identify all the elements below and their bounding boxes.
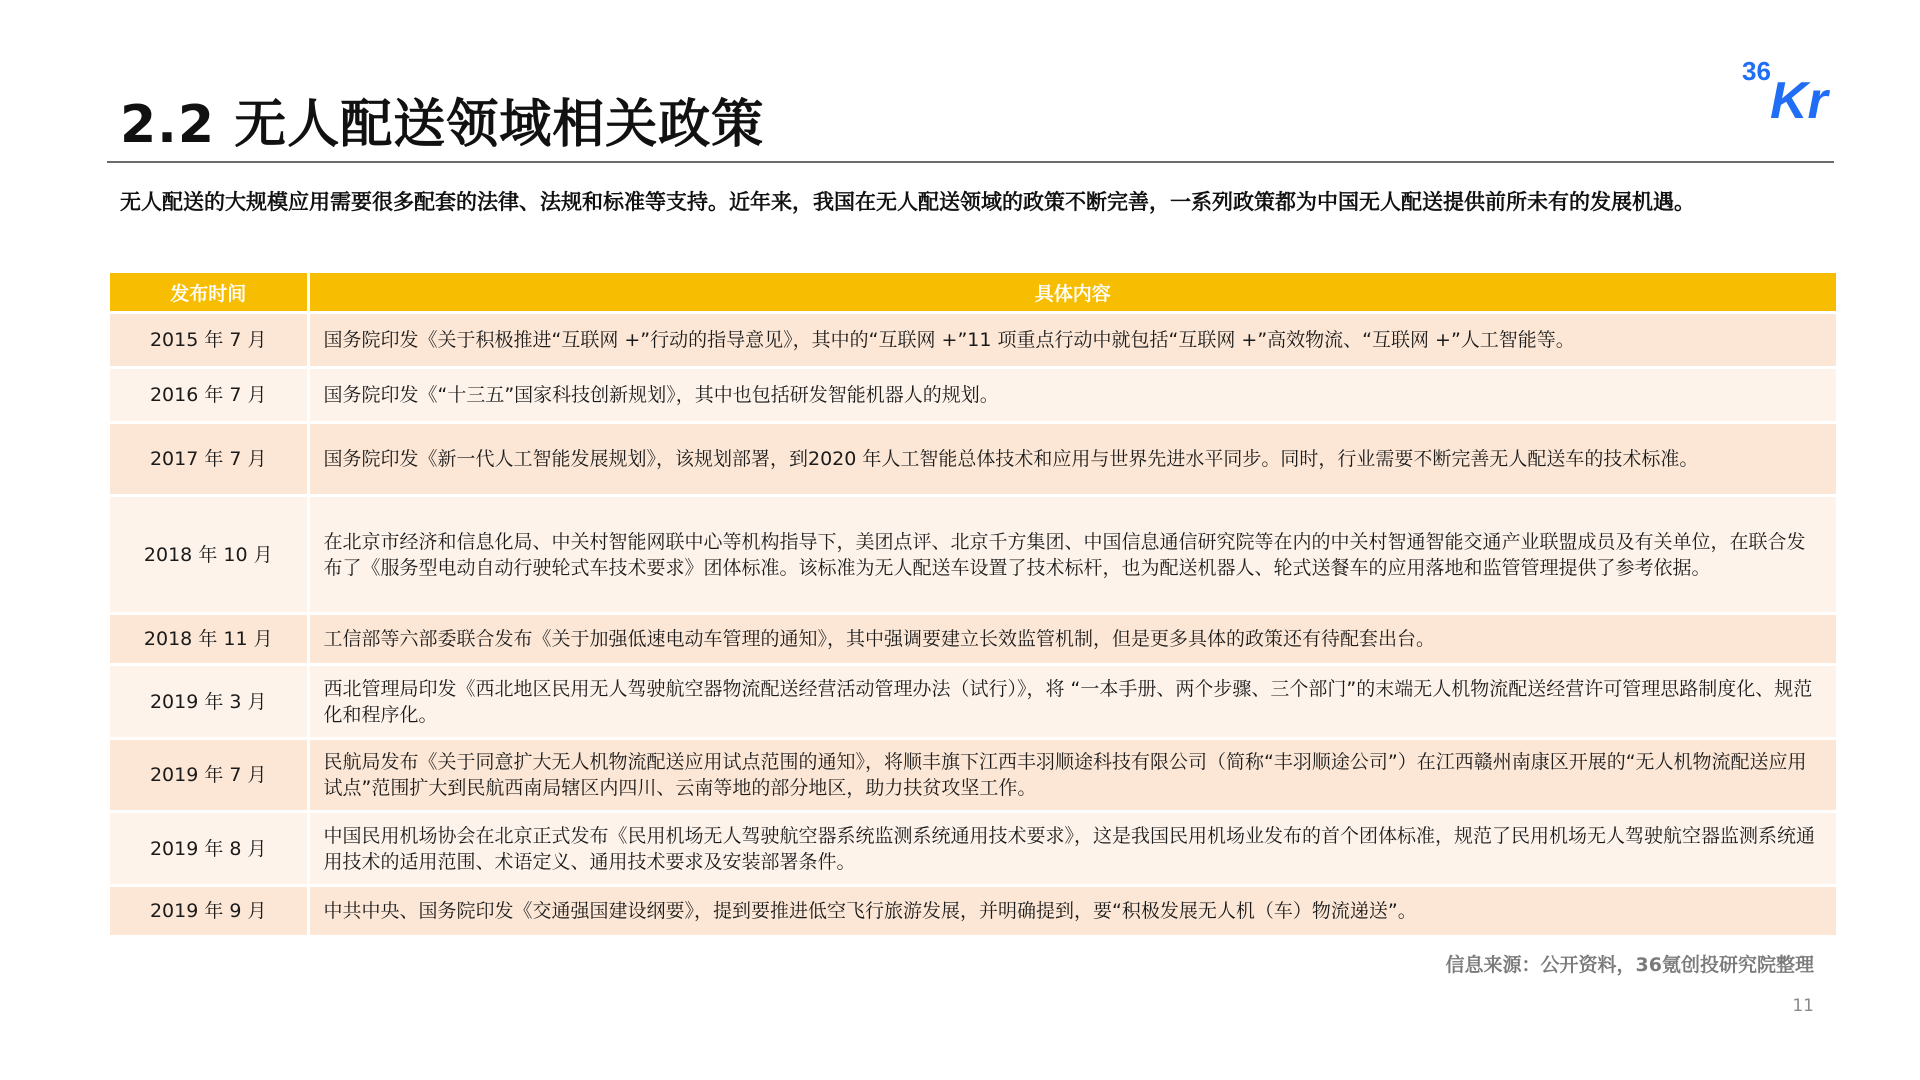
row-content: 工信部等六部委联合发布《关于加强低速电动车管理的通知》，其中强调要建立长效监管机制，但是更多具体的政策还有待配套出台。 bbox=[308, 614, 1836, 665]
row-date: 2018 年 11 月 bbox=[110, 614, 308, 665]
row-date: 2017 年 7 月 bbox=[110, 423, 308, 496]
table-header-row bbox=[110, 273, 1836, 313]
row-content: 中国民用机场协会在北京正式发布《民用机场无人驾驶航空器系统监测系统通用技术要求》，这是我国民用机场业发布的首个团体标准，规范了民用机场无人驾驶航空器监测系统通用技术的适用范围、术语定义、通用技术要求及安装部署条件。 bbox=[308, 812, 1836, 886]
table-row bbox=[110, 423, 1836, 496]
row-content: 民航局发布《关于同意扩大无人机物流配送应用试点范围的通知》，将顺丰旗下江西丰羽顺途科技有限公司（简称“丰羽顺途公司”）在江西赣州南康区开展的“无人机物流配送应用试点”范围扩大到民航西南局辖区内四川、云南等地的部分地区，助力扶贫攻坚工作。 bbox=[308, 739, 1836, 812]
row-date: 2019 年 7 月 bbox=[110, 739, 308, 812]
brand-logo bbox=[1740, 56, 1860, 126]
row-date: 2019 年 3 月 bbox=[110, 665, 308, 739]
table-row bbox=[110, 886, 1836, 937]
table-row bbox=[110, 614, 1836, 665]
row-content: 西北管理局印发《西北地区民用无人驾驶航空器物流配送经营活动管理办法（试行）》，将 “一本手册、两个步骤、三个部门”的末端无人机物流配送经营许可管理思路制度化、规范化和程序化。 bbox=[308, 665, 1836, 739]
table-row bbox=[110, 739, 1836, 812]
row-content: 中共中央、国务院印发《交通强国建设纲要》，提到要推进低空飞行旅游发展，并明确提到，要“积极发展无人机（车）物流递送”。 bbox=[308, 886, 1836, 937]
source-note: 信息来源：公开资料，36氪创投研究院整理 bbox=[1445, 954, 1814, 976]
36kr-logo-icon bbox=[1740, 56, 1860, 126]
page-number: 11 bbox=[1792, 996, 1814, 1016]
row-content: 国务院印发《“十三五”国家科技创新规划》，其中也包括研发智能机器人的规划。 bbox=[308, 368, 1836, 423]
row-date: 2019 年 9 月 bbox=[110, 886, 308, 937]
row-date: 2015 年 7 月 bbox=[110, 313, 308, 368]
column-header-content: 具体内容 bbox=[308, 273, 1836, 313]
row-date: 2019 年 8 月 bbox=[110, 812, 308, 886]
svg-text:36: 36 bbox=[1742, 56, 1771, 86]
table-row bbox=[110, 496, 1836, 614]
title-divider bbox=[107, 161, 1834, 163]
column-header-date: 发布时间 bbox=[110, 273, 308, 313]
table-row bbox=[110, 665, 1836, 739]
row-content: 国务院印发《关于积极推进“互联网 +”行动的指导意见》，其中的“互联网 +”11 项重点行动中就包括“互联网 +”高效物流、“互联网 +”人工智能等。 bbox=[308, 313, 1836, 368]
row-date: 2016 年 7 月 bbox=[110, 368, 308, 423]
table-row bbox=[110, 812, 1836, 886]
svg-text:Kr: Kr bbox=[1770, 72, 1828, 126]
row-content: 国务院印发《新一代人工智能发展规划》，该规划部署，到2020 年人工智能总体技术和应用与世界先进水平同步。同时，行业需要不断完善无人配送车的技术标准。 bbox=[308, 423, 1836, 496]
row-date: 2018 年 10 月 bbox=[110, 496, 308, 614]
intro-paragraph: 无人配送的大规模应用需要很多配套的法律、法规和标准等支持。近年来，我国在无人配送领域的政策不断完善，一系列政策都为中国无人配送提供前所未有的发展机遇。 bbox=[120, 190, 1695, 214]
policy-table bbox=[110, 273, 1836, 938]
row-content: 在北京市经济和信息化局、中关村智能网联中心等机构指导下，美团点评、北京千方集团、中国信息通信研究院等在内的中关村智通智能交通产业联盟成员及有关单位，在联合发布了《服务型电动自动行驶轮式车技术要求》团体标准。该标准为无人配送车设置了技术标杆，也为配送机器人、轮式送餐车的应用落地和监管管理提供了参考依据。 bbox=[308, 496, 1836, 614]
table-row bbox=[110, 313, 1836, 368]
table-row bbox=[110, 368, 1836, 423]
page-title: 2.2 无人配送领域相关政策 bbox=[120, 95, 765, 155]
